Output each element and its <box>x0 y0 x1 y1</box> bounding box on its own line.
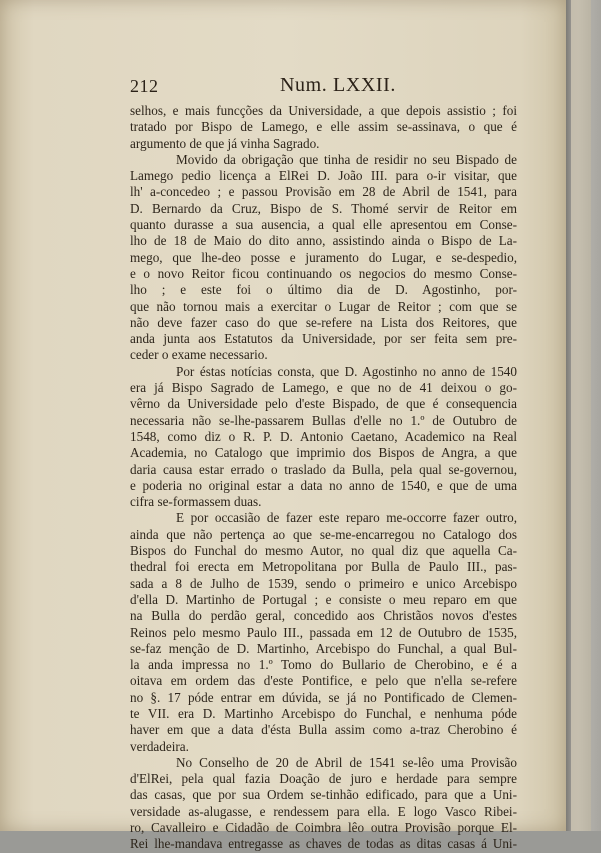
text-line: e o novo Reitor ficou continuando os negocios do mesmo Conse- <box>130 265 517 281</box>
text-line: era já Bispo Sagrado de Lamego, e que no de 41 deixou o go- <box>130 380 517 396</box>
text-line: oitava em ordem das d'este Pontifice, e pelo que n'ella se-refere <box>130 673 517 689</box>
text-line: mego, que lhe-deo posse e juramento do Lugar, e se-despedio, <box>130 249 517 265</box>
text-line: daria causa estar errado o traslado da Bulla, pela qual se-governou, <box>130 461 517 477</box>
text-line: verdadeira. <box>130 738 189 754</box>
text-line: No Conselho de 20 de Abril de 1541 se-lêo uma Provisão <box>176 754 517 770</box>
text-line: d'ella D. Martinho de Portugal ; e consiste o meu reparo em que <box>130 591 517 607</box>
text-line: sada a 8 de Julho de 1539, sendo o primeiro e unico Arcebispo <box>130 575 517 591</box>
binding-strip <box>571 0 591 831</box>
running-title: Num. LXXII. <box>280 74 397 96</box>
text-line: lh' a-concedeo ; e passou Provisão em 28 de Abril de 1541, para <box>130 184 517 200</box>
body-text <box>130 103 517 853</box>
text-line: 1548, como diz o R. P. D. Antonio Caetano, Academico na Real <box>130 428 517 444</box>
text-line: Academia, no Catalogo que imprimio dos Bispos de Angra, a que <box>130 445 517 461</box>
text-line: te VII. era D. Martinho Arcebispo do Funchal, e nenhuma póde <box>130 705 517 721</box>
text-line: das casas, que por sua Ordem se-tinhão edificado, para que a Uni- <box>130 787 517 803</box>
page-number: 212 <box>130 76 159 96</box>
text-line: lho de 18 de Maio do dito anno, assistindo ainda o Bispo de La- <box>130 233 517 249</box>
text-line: argumento de que já vinha Sagrado. <box>130 135 320 151</box>
text-line: anda junta aos Estatutos da Universidade, por ser feita sem pre- <box>130 331 517 347</box>
text-line: não deve fazer caso do que se-refere na Lista dos Reitores, que <box>130 314 517 330</box>
text-line: lho ; e este foi o último dia de D. Agostinho, por- <box>130 282 517 298</box>
text-line: se-faz menção de D. Martinho, Arcebispo do Funchal, a qual Bul- <box>130 640 517 656</box>
text-line: que não tornou mais a exercitar o Lugar de Reitor ; com que se <box>130 298 517 314</box>
text-line: tratado por Bispo de Lamego, e elle assim se-assinava, o que é <box>130 119 517 135</box>
text-line: versidade as-alugasse, e rendessem para ella. E logo Vasco Ribei- <box>130 803 517 819</box>
text-line: no §. 17 póde entrar em dúvida, se já no Pontificado de Clemen- <box>130 689 517 705</box>
text-line: Lamego pedio licença a ElRei D. João III. para o-ir visitar, que <box>130 168 517 184</box>
text-line: ro, Cavalleiro e Cidadão de Coimbra lêo outra Provisão porque El- <box>130 820 517 836</box>
text-line: la anda impressa no 1.º Tomo do Bullario de Cherobino, e é a <box>130 657 517 673</box>
page-header <box>130 74 520 100</box>
text-line: quanto durasse a sua ausencia, a qual elle apresentou em Conse- <box>130 217 517 233</box>
text-line: e poderia no original estar a data no anno de 1540, e que de uma <box>130 477 517 493</box>
text-line: Reinos pelo mesmo Paulo III., passada em 12 de Outubro de 1535, <box>130 624 517 640</box>
text-line: Bispos do Funchal do mesmo Autor, no qual diz que aquella Ca- <box>130 543 517 559</box>
text-line: Por éstas notícias consta, que D. Agostinho no anno de 1540 <box>176 363 517 379</box>
text-line: haver em que a data d'ésta Bulla assim como a-traz Cherobino é <box>130 722 517 738</box>
text-line: D. Bernardo da Cruz, Bispo de S. Thomé servir de Reitor em <box>130 200 517 216</box>
text-line: E por occasião de fazer este reparo me-occorre fazer outro, <box>176 510 517 526</box>
text-line: necessaria não se-lhe-passarem Bullas d'elle no 1.º de Outubro de <box>130 412 517 428</box>
text-line: thedral foi erecta em Metropolitana por Bulla de Paulo III., pas- <box>130 559 517 575</box>
text-line: ceder o exame necessario. <box>130 347 268 363</box>
text-line: na Bulla do perdão geral, concedido aos Christãos novos d'estes <box>130 608 517 624</box>
text-line: Rei lhe-mandava entregasse as chaves de todas as ditas casas á Uni- <box>130 836 517 852</box>
text-line: d'ElRei, pela qual fazia Doação de juro e herdade para sempre <box>130 771 517 787</box>
text-line: selhos, e mais funcções da Universidade, a que depois assistio ; foi <box>130 103 517 118</box>
text-line: vêrno da Universidade pelo d'este Bispado, de que é consequencia <box>130 396 517 412</box>
text-line: Movido da obrigação que tinha de residir no seu Bispado de <box>176 151 517 167</box>
text-line: cifra se-formassem duas. <box>130 494 262 510</box>
text-line: ainda que não pertença ao que se-me-encarregou no Catalogo dos <box>130 526 517 542</box>
